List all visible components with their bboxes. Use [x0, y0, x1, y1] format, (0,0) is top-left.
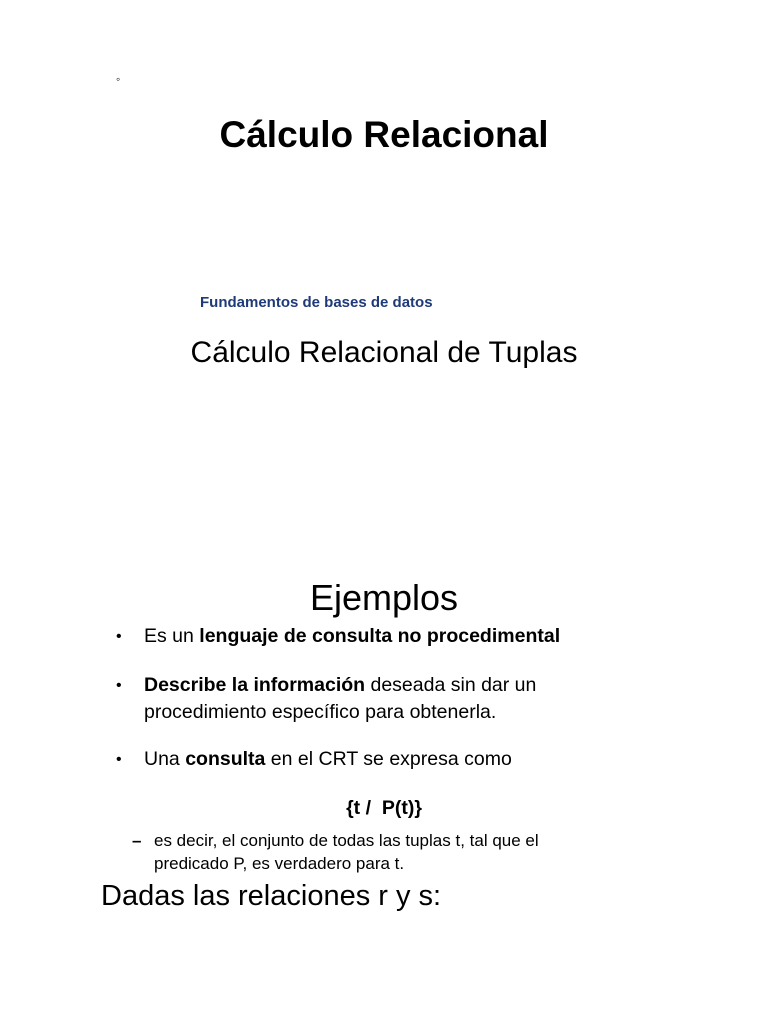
bullet-text-part: Es un — [144, 625, 200, 647]
bullet-marker: ◦ — [116, 72, 121, 86]
examples-heading: Ejemplos — [309, 577, 459, 618]
relations-heading: Dadas las relaciones r y s: — [101, 880, 442, 912]
bullet-text — [144, 746, 636, 773]
tuple-formula: {t / P(t)} — [346, 797, 422, 819]
bullet-text-part: deseada sin dar un procedimiento específico para obtenerla. — [144, 674, 537, 723]
bullet-text-part: en el CRT se expresa como — [265, 748, 512, 770]
page-title: Cálculo Relacional — [219, 114, 549, 155]
bullet-text — [144, 672, 636, 726]
bullet-item — [116, 746, 636, 773]
bullet-item — [116, 623, 636, 650]
bullet-text-part: Una — [144, 748, 186, 770]
sub-bullet-item — [132, 829, 602, 875]
section-subtitle: Cálculo Relacional de Tuplas — [190, 336, 578, 369]
bullet-dot: • — [116, 628, 122, 645]
dash-bullet: – — [132, 831, 142, 850]
bullet-text-bold: consulta — [185, 748, 266, 770]
course-name: Fundamentos de bases de datos — [200, 294, 433, 311]
bullet-text-bold: lenguaje de consulta no procedimental — [199, 625, 561, 647]
bullet-text — [144, 623, 636, 650]
sub-bullet-text: es decir, el conjunto de todas las tuplas t, tal que el predicado P, es verdadero para t. — [154, 831, 539, 873]
bullet-item — [116, 672, 636, 726]
bullet-text-bold: Describe la información — [144, 674, 366, 696]
bullet-dot: • — [116, 751, 122, 768]
bullet-dot: • — [116, 677, 122, 694]
